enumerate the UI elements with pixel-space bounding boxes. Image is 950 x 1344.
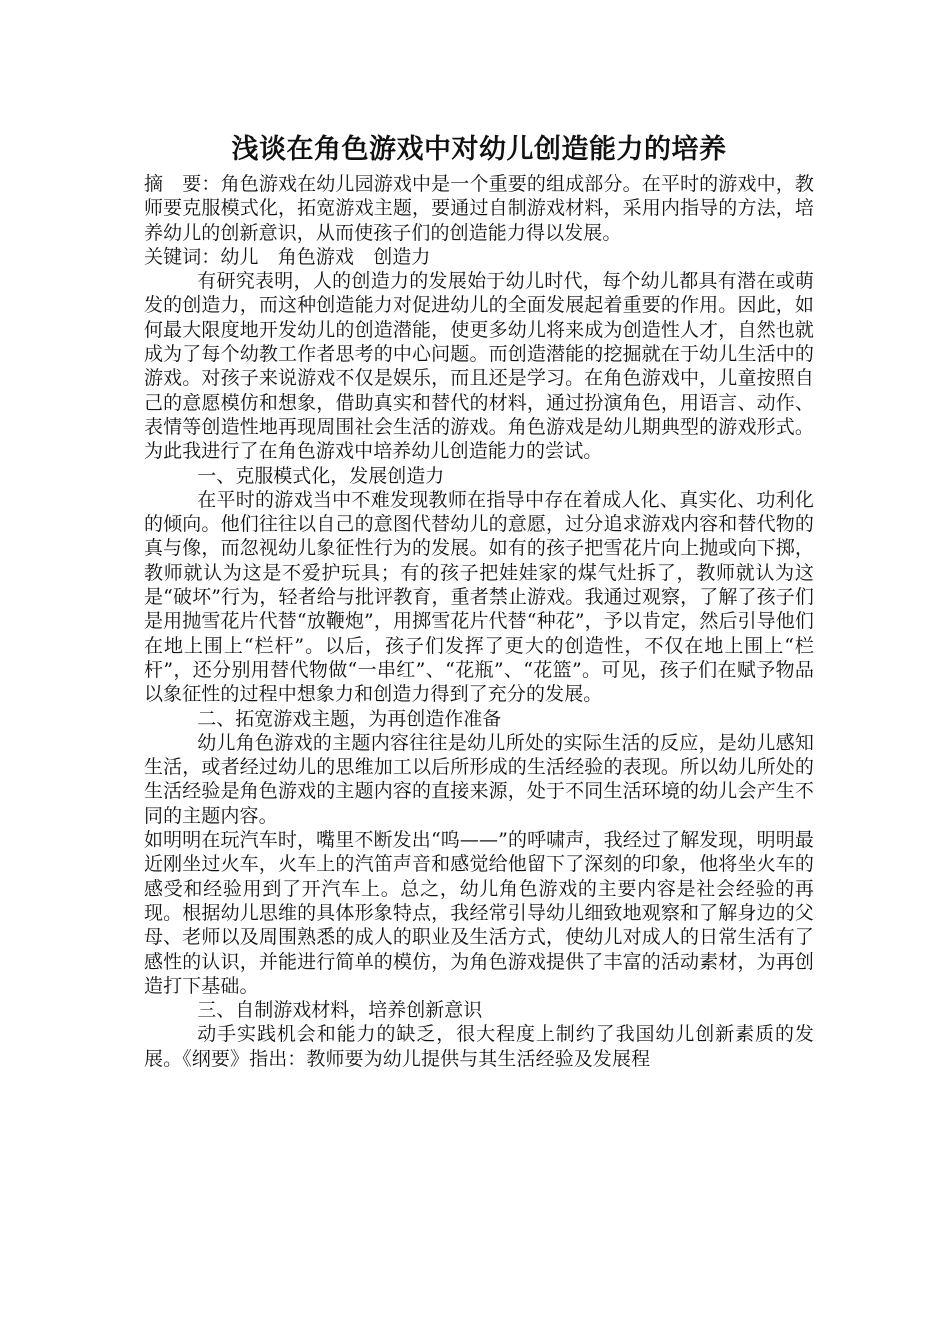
document-title: 浅谈在角色游戏中对幼儿创造能力的培养 [231, 134, 727, 165]
section-2-paragraph: 幼儿角色游戏的主题内容往往是幼儿所处的实际生活的反应，是幼儿感知生活，或者经过幼儿的思维加工以后所形成的生活经验的表现。所以幼儿所处的生活经验是角色游戏的主题内容的直接来源，处于不同生活环境的幼儿会产生不同的主题内容。 [144, 731, 814, 827]
keywords: 关键词：幼儿 角色游戏 创造力 [144, 245, 431, 268]
section-1-paragraph: 在平时的游戏当中不难发现教师在指导中存在着成人化、真实化、功利化的倾向。他们往往以自己的意图代替幼儿的意愿，过分追求游戏内容和替代物的真与像，而忽视幼儿象征性行为的发展。如有的孩子把雪花片向上抛或向下掷，教师就认为这是不爱护玩具；有的孩子把娃娃家的煤气灶拆了，教师就认为这是“破坏”行为，轻者给与批评教育，重者禁止游戏。我通过观察，了解了孩子们是用抛雪花片代替“放鞭炮”，用掷雪花片代替“种花”，予以肯定，然后引导他们在地上围上“栏杆”。以后，孩子们发挥了更大的创造性，不仅在地上围上“栏杆”，还分别用替代物做“一串红”、“花瓶”、“花篮”。可见，孩子们在赋予物品以象征性的过程中想象力和创造力得到了充分的发展。 [144, 488, 814, 706]
section-2-heading: 二、拓宽游戏主题，为再创造作准备 [197, 707, 502, 730]
intro-paragraph: 有研究表明，人的创造力的发展始于幼儿时代，每个幼儿都具有潜在或萌发的创造力，而这种创造能力对促进幼儿的全面发展起着重要的作用。因此，如何最大限度地开发幼儿的创造潜能，使更多幼儿将来成为创造性人才，自然也就成为了每个幼教工作者思考的中心问题。而创造潜能的挖掘就在于幼儿生活中的游戏。对孩子来说游戏不仅是娱乐，而且还是学习。在角色游戏中，儿童按照自己的意愿模仿和想象，借助真实和替代的材料，通过扮演角色，用语言、动作、表情等创造性地再现周围社会生活的游戏。角色游戏是幼儿期典型的游戏形式。为此我进行了在角色游戏中培养幼儿创造能力的尝试。 [144, 270, 814, 463]
section-1-heading: 一、克服模式化，发展创造力 [197, 464, 445, 487]
section-3-heading: 三、自制游戏材料，培养创新意识 [197, 999, 483, 1022]
abstract: 摘 要：角色游戏在幼儿园游戏中是一个重要的组成部分。在平时的游戏中，教师要克服模式化，拓宽游戏主题，要通过自制游戏材料，采用内指导的方法，培养幼儿的创新意识，从而使孩子们的创造能力得以发展。 [144, 173, 814, 244]
section-2-paragraph-2: 如明明在玩汽车时，嘴里不断发出“呜——”的呼啸声，我经过了解发现，明明最近刚坐过火车，火车上的汽笛声音和感觉给他留下了深刻的印象，他将坐火车的感受和经验用到了开汽车上。总之，幼儿角色游戏的主要内容是社会经验的再现。根据幼儿思维的具体形象特点，我经常引导幼儿细致地观察和了解身边的父母、老师以及周围熟悉的成人的职业及生活方式，使幼儿对成人的日常生活有了感性的认识，并能进行简单的模仿，为角色游戏提供了丰富的活动素材，为再创造打下基础。 [144, 829, 814, 997]
document-page [144, 128, 814, 1071]
section-3-paragraph: 动手实践机会和能力的缺乏，很大程度上制约了我国幼儿创新素质的发展。《纲要》指出：教师要为幼儿提供与其生活经验及发展程 [144, 1023, 814, 1070]
